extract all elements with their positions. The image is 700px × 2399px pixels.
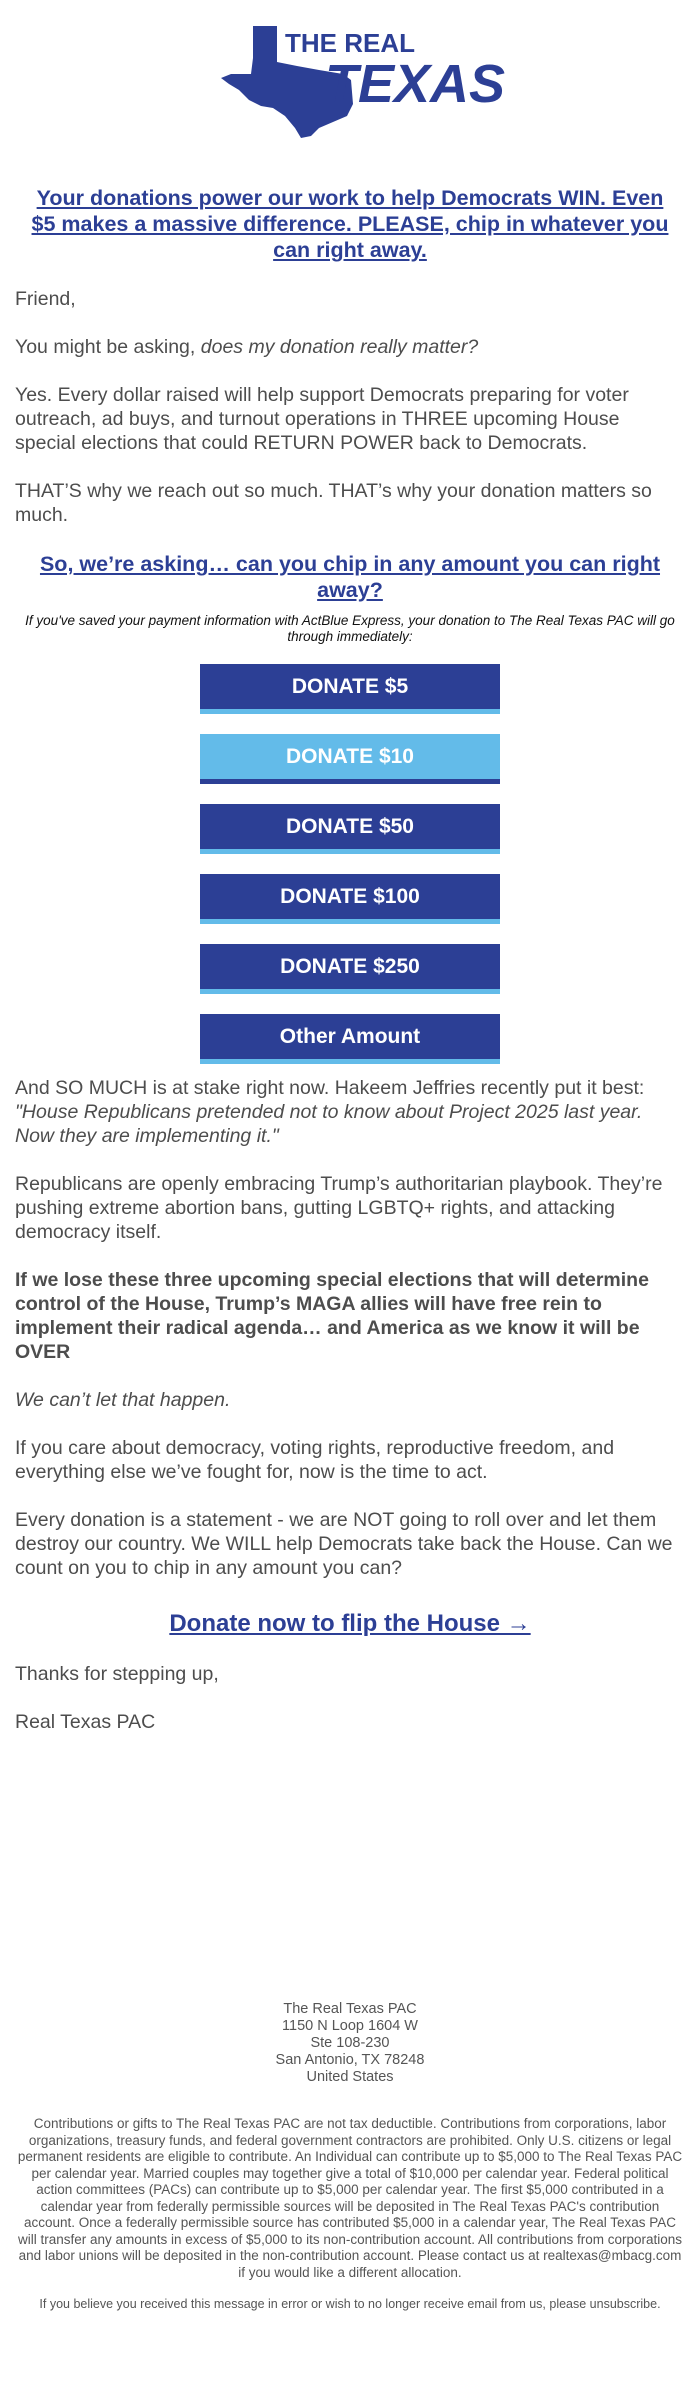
donate-50-button[interactable]: DONATE $50 [200,804,500,854]
address-line: 1150 N Loop 1604 W [282,2018,418,2034]
republicans-paragraph: Republicans are openly embracing Trump’s authoritarian playbook. They’re pushing extreme abortion bans, gutting LGBTQ+ rights, and attacking democracy itself. [15,1173,663,1243]
thanks-line: Thanks for stepping up, [15,1663,219,1685]
real-texas-logo [215,18,506,143]
address-line: United States [306,2069,394,2085]
email-body-continued [0,1076,700,1580]
headline-link[interactable]: Your donations power our work to help Democrats WIN. Even $5 makes a massive difference. PLEASE, chip in whatever you can right away. [31,186,669,262]
yes-paragraph: Yes. Every dollar raised will help support Democrats preparing for voter outreach, ad buys, and turnout operations in THREE upcoming House special elections that could RETURN POWER back to Democrats. [15,384,629,454]
thats-why-paragraph: THAT’S why we reach out so much. THAT’s why your donation matters so much. [15,480,652,526]
stakes-bold-paragraph: If we lose these three upcoming special elections that will determine control of the House, Trump’s MAGA allies will have free rein to implement their radical agenda… and America as we know it will be OVER [15,1269,649,1363]
email-body [0,287,700,527]
asking-prefix: You might be asking, [15,336,201,358]
greeting: Friend, [15,288,76,310]
jeffries-quote: "House Republicans pretended not to know about Project 2025 last year. Now they are implementing it." [15,1101,643,1147]
signature: Real Texas PAC [15,1711,156,1733]
logo-line1: THE REAL [285,28,415,58]
address-line: The Real Texas PAC [283,2001,417,2017]
every-donation-paragraph: Every donation is a statement - we are NOT going to roll over and let them destroy our country. We WILL help Democrats take back the House. Can we count on you to chip in any amount you can? [15,1509,673,1579]
unsubscribe-note[interactable]: If you believe you received this message in error or wish to no longer receive email from us, please unsubscribe. [39,2297,661,2311]
donate-250-button[interactable]: DONATE $250 [200,944,500,994]
stake-paragraph [15,1076,685,1148]
cant-let-paragraph: We can’t let that happen. [15,1389,231,1411]
email-page [0,18,700,2399]
other-amount-button[interactable]: Other Amount [200,1014,500,1064]
care-paragraph: If you care about democracy, voting rights, reproductive freedom, and everything else we’ve fought for, now is the time to act. [15,1437,615,1483]
logo-line2: TEXAS [325,54,506,114]
address-line: Ste 108-230 [310,2035,390,2051]
flip-house-cta-link[interactable]: Donate now to flip the House → [169,1610,531,1637]
stake-text: And SO MUCH is at stake right now. Hakeem Jeffries recently put it best: [15,1077,645,1099]
ask-subhead-link[interactable]: So, we’re asking… can you chip in any amount you can right away? [39,552,661,602]
donate-5-button[interactable]: DONATE $5 [200,664,500,714]
actblue-note: If you've saved your payment information with ActBlue Express, your donation to The Real Texas PAC will go through immediately: [25,613,675,644]
asking-paragraph [15,335,685,359]
donate-100-button[interactable]: DONATE $100 [200,874,500,924]
donate-10-button[interactable]: DONATE $10 [200,734,500,784]
address-line: San Antonio, TX 78248 [275,2052,425,2068]
footer-address [0,2001,700,2086]
sign-off [0,1662,700,1734]
asking-question: does my donation really matter? [200,336,479,358]
legal-disclaimer: Contributions or gifts to The Real Texas PAC are not tax deductible. Contributions from corporations, labor organizations, treasury funds, and federal government contractors are prohibited. Only U.S. citizens or legal permanent residents are eligible to contribute. An Individual can contribute up to $5,000 to The Real Texas PAC per calendar year. Married couples may together give a total of $10,000 per calendar year. Federal political action committees (PACs) can contribute up to $5,000 per calendar year. The first $5,000 contributed in a calendar year from federally permissible sources will be deposited in The Real Texas PAC's contribution account. Once a federally permissible source has contributed $5,000 in a calendar year, The Real Texas PAC will transfer any amounts in excess of $5,000 to its non-contribution account. All contributions from corporations and labor unions will be deposited in the non-contribution account. Please contact us at realtexas@mbacg.com if you would like a different allocation. [17,2116,683,2280]
